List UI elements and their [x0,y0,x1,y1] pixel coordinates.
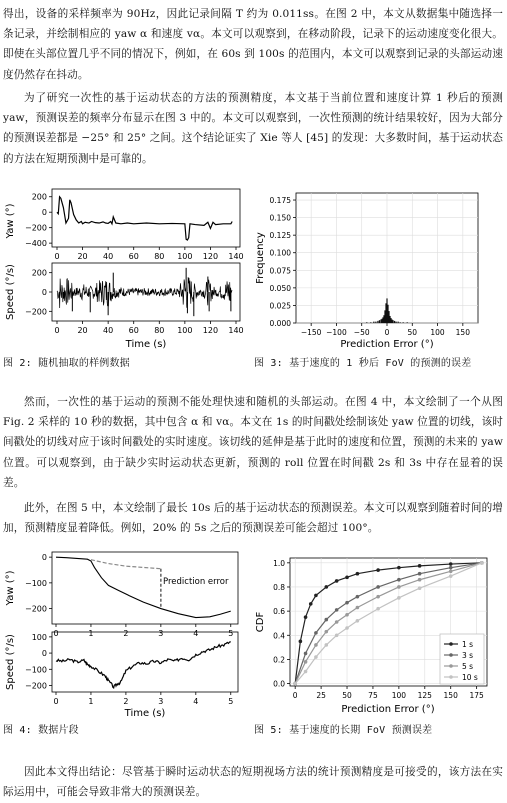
fig5-series-point [335,633,339,637]
fig5-legend-label: 3 s [462,651,474,660]
fig3-bar [373,322,374,323]
fig2-top-y-tick-label: 0 [41,208,47,218]
fig3-bar [398,322,399,323]
fig2-yaw-series [57,197,232,240]
fig5-series-point [449,574,453,578]
fig4-bottom-y-tick-label: 100 [31,632,47,642]
fig5-series-point [314,594,318,598]
fig5-x-tick-label: 50 [342,691,352,700]
fig3-bar [375,322,376,323]
fig5-y-tick-label: 0.8 [273,582,285,592]
fig5-series-point [304,660,308,664]
fig5-y-tick-label: 0.6 [273,607,285,617]
fig4-bottom-y-tick-label: −100 [25,665,47,675]
fig2-top-x-tick-label: 20 [77,252,88,261]
fig4-top-y-tick-label: 0 [41,553,47,563]
fig5-x-tick-label: 100 [391,691,407,700]
fig5-series-point [397,585,401,589]
fig4-bottom-y-tick-label: 0 [41,649,47,659]
fig5-series-point [299,640,303,644]
fig2-bottom-x-tick-label: 100 [177,326,193,335]
fig5-x-tick-label: 125 [417,691,432,700]
paragraph-5: 因此本文得出结论：尽管基于瞬时运动状态的短期视场方法的统计预测精度是可接受的，该方法在实际运用中，可能会导致非常大的预测误差。 [3,766,503,799]
fig5-legend-marker [449,653,453,657]
fig3-y-tick-label: 0.050 [269,283,291,293]
fig4-top-x-tick-label: 5 [228,629,234,638]
fig3-histogram [366,298,408,323]
fig4-bottom-x-tick-label: 1 [88,697,94,706]
fig3-y-tick-label: 0.025 [269,301,291,311]
fig3-y-tick-label: 0.175 [269,196,291,206]
fig2-bottom-x-tick-label: 40 [103,326,114,335]
fig5-series-point [304,670,308,674]
fig2-top-x-tick-label: 0 [54,252,60,261]
fig4-top-x-tick-label: 0 [53,629,59,638]
fig4-annotation: Prediction error [163,577,229,587]
fig5-series-point [356,619,360,623]
fig3-y-tick-label: 0.150 [269,213,291,223]
fig2-bottom-y-tick-label: 200 [31,268,47,278]
fig4-top-y-tick-label: −200 [25,604,47,614]
fig5-x-tick-label: 25 [316,691,326,700]
fig5-series-point [376,585,380,589]
fig3-bar [379,320,380,323]
fig5-y-tick-label: 0.4 [273,631,285,641]
fig3-bar [392,320,393,323]
fig5-series-point [314,643,318,647]
fig5-series-point [345,576,349,580]
fig5-series-point [418,578,422,582]
fig3-x-tick-label: 100 [430,328,445,337]
fig4-tangent-line [91,560,161,569]
fig3-x-tick-label: 150 [455,328,470,337]
fig5-series-point [324,630,328,634]
fig5-series-point [376,595,380,599]
fig5-series-point [304,615,308,619]
fig5-series-point [335,608,339,612]
figure-5 [252,548,507,718]
fig5-series-point [345,626,349,630]
fig2-top-y-tick-label: −200 [25,223,47,233]
fig2-top-x-tick-label: 40 [103,252,114,261]
figure-4-caption: 图 4: 数据片段 [3,725,79,736]
fig3-x-tick-label: 0 [384,328,390,337]
fig5-series-point [304,652,308,656]
fig5-series-point [418,586,422,590]
fig5-y-tick-label: 0.2 [273,655,285,665]
fig5-series-point [449,569,453,573]
paragraph-4: 此外，在图 5 中，本文绘制了最长 10s 后的基于运动状态的预测误差。本文可以观察到随着时间的增加，预测精度显着降低。例如，20% 的 5s 之后的预测误差可能会超过 100°。 [3,502,503,535]
fig4-top-axes [5,552,238,638]
fig2-top-y-tick-label: 200 [31,192,47,202]
figure-2 [0,185,250,351]
fig5-legend-marker [449,675,453,679]
fig3-bar [366,322,367,323]
fig4-top-ylabel: Yaw (°) [5,570,16,606]
fig5-y-tick-label: 0.0 [273,679,285,689]
fig2-top-x-tick-label: 140 [228,252,244,261]
fig5-series-point [376,568,380,572]
fig4-yaw-series [56,557,231,617]
fig2-top-axes [5,189,244,261]
fig4-bottom-x-tick-label: 3 [158,697,164,706]
fig2-bottom-y-tick-label: −200 [25,307,47,317]
fig5-legend-label: 1 s [462,640,474,649]
fig5-series-point [324,618,328,622]
fig5-legend [440,634,484,684]
fig3-bar [377,321,378,323]
fig4-bottom-ylabel: Speed (°/s) [5,634,16,690]
fig2-bottom-x-tick-label: 20 [77,326,88,335]
fig5-series-point [376,607,380,611]
paragraph-2: 为了研究一次性的基于运动状态的方法的预测精度，本文基于当前位置和速度计算 1 秒后的预测 yaw，预测误差的频率分布显示在图 3 中的。本文可以观察到，一次性预测的统计结果较好，因为大部分的预测误差都是 −25° 和 25° 之间。这个结论证实了 Xie 等人 [45] 的发现：大多数时间，基于运动状态的方法在短期预测中是可靠的。 [3,92,503,165]
fig5-series-point [397,596,401,600]
fig5-x-tick-label: 175 [469,691,484,700]
fig2-bottom-x-tick-label: 120 [202,326,219,335]
fig5-series-point [418,564,422,568]
figure-3 [252,185,507,351]
fig5-series-point [480,561,484,565]
fig5-series-point [356,572,360,576]
fig5-legend-marker [449,642,453,646]
fig3-xlabel: Prediction Error (°) [340,339,434,350]
fig5-series-point [293,682,297,686]
fig3-x-tick-label: 50 [407,328,418,337]
fig4-speed-series [56,642,231,688]
fig3-bar [400,322,401,323]
fig3-x-tick-label: −100 [326,328,347,337]
fig2-bottom-x-tick-label: 80 [154,326,165,335]
fig5-x-tick-label: 150 [443,691,458,700]
fig3-y-tick-label: 0.100 [269,248,291,258]
figure-5-caption: 图 5: 基于速度的长期 FoV 预测误差 [254,725,433,736]
fig3-y-tick-label: 0.125 [269,231,291,241]
fig4-bottom-x-tick-label: 5 [228,697,234,706]
fig3-y-tick-label: 0.075 [269,266,291,276]
fig5-series-point [397,578,401,582]
fig2-bottom-x-tick-label: 60 [128,326,139,335]
paragraph-1: 得出，设备的采样频率为 90Hz，因此记录间隔 T 约为 0.011ss。在图 2 中，本文从数据集中随选择一条记录，并绘制相应的 yaw α 和速度 vα。本文可以观察到，在移动阶段，记录下的运动速度变化很大。即使在头部位置几乎不同的情况下，例如，在 60s 到 100s 的范围内，本文可以观察到记录的头部运动速度仍然存在抖动。 [3,8,503,81]
fig5-series-point [449,566,453,570]
fig5-series-point [356,595,360,599]
fig3-bar [394,321,395,323]
fig5-y-tick-label: 1.0 [273,558,285,568]
fig5-legend-label: 5 s [462,662,474,671]
fig4-bottom-axes [5,632,238,718]
fig2-top-y-tick-label: −400 [25,239,47,249]
fig5-ylabel: CDF [255,611,266,633]
fig2-bottom-axes [5,263,244,350]
fig5-legend-label: 10 s [462,673,478,682]
fig5-series-point [335,579,339,583]
fig2-bottom-x-tick-label: 0 [54,326,60,335]
fig4-bottom-x-tick-label: 0 [53,697,59,706]
fig5-series-point [449,562,453,566]
fig5-legend-marker [449,664,453,668]
fig3-bar [370,322,371,323]
fig2-bottom-ylabel: Speed (°/s) [5,264,16,320]
fig5-series-point [397,566,401,570]
fig3-ylabel: Frequency [255,232,266,284]
fig5-x-tick-label: 75 [368,691,378,700]
figure-3-caption: 图 3: 基于速度的 1 秒后 FoV 的预测的误差 [254,358,472,369]
fig2-top-x-tick-label: 60 [128,252,139,261]
fig5-series-point [314,655,318,659]
fig5-series-point [356,606,360,610]
fig4-top-y-tick-label: −100 [25,578,47,588]
fig3-y-tick-label: 0.000 [269,319,291,328]
fig4-top-x-tick-label: 3 [158,629,164,638]
fig4-bottom-x-tick-label: 2 [123,697,129,706]
figure-2-caption: 图 2: 随机抽取的样例数据 [3,358,130,369]
fig2-speed-series [57,268,232,316]
fig2-top-x-tick-label: 100 [177,252,193,261]
fig2-top-ylabel: Yaw (°) [5,203,16,239]
figure-4 [0,548,250,718]
fig5-series-point [335,620,339,624]
fig2-top-x-tick-label: 80 [154,252,165,261]
fig3-bar [407,322,408,323]
fig2-bottom-x-tick-label: 140 [228,326,244,335]
fig4-bottom-y-tick-label: −200 [25,681,47,691]
fig3-x-tick-label: −50 [353,328,370,337]
fig3-bar [396,322,397,323]
fig5-series-point [345,613,349,617]
fig2-top-x-tick-label: 120 [202,252,219,261]
fig2-speed-line [57,277,232,308]
fig5-x-tick-label: 0 [292,691,298,700]
paragraph-3: 然而，一次性的基于运动的预测不能处理快速和随机的头部运动。在图 4 中，本文绘制了一个从图 Fig. 2 采样的 10 秒的数据，其中包含 α 和 vα。本文在 1s 的时间戳处绘制该处 yaw 位置的切线，该时间戳处的切线对应于该时间戳处的实时速度。该切线的延伸是基于此时的速度和位置，预测的未来的 yaw 位置。可以观察到，由于缺少实时运动状态更新，预测的 roll 位置在时间戳 2s 和 3s 中存在显着的误差。 [3,396,503,489]
fig2-xlabel: Time (s) [125,339,167,350]
fig4-top-x-tick-label: 2 [123,629,129,638]
fig4-xlabel: Time (s) [124,708,166,718]
fig5-series-point [309,602,313,606]
fig3-bar [403,322,404,323]
fig4-top-x-tick-label: 4 [193,629,199,638]
fig5-series-point [345,601,349,605]
fig3-x-tick-label: −150 [300,328,322,337]
fig2-bottom-y-tick-label: 0 [41,288,47,297]
fig4-bottom-x-tick-label: 4 [193,697,199,706]
fig5-series-point [418,572,422,576]
fig5-series-point [314,631,318,635]
fig4-top-x-tick-label: 1 [88,629,94,638]
fig5-series-point [324,643,328,647]
fig5-series-point [324,585,328,589]
fig5-xlabel: Prediction Error (°) [341,704,435,715]
